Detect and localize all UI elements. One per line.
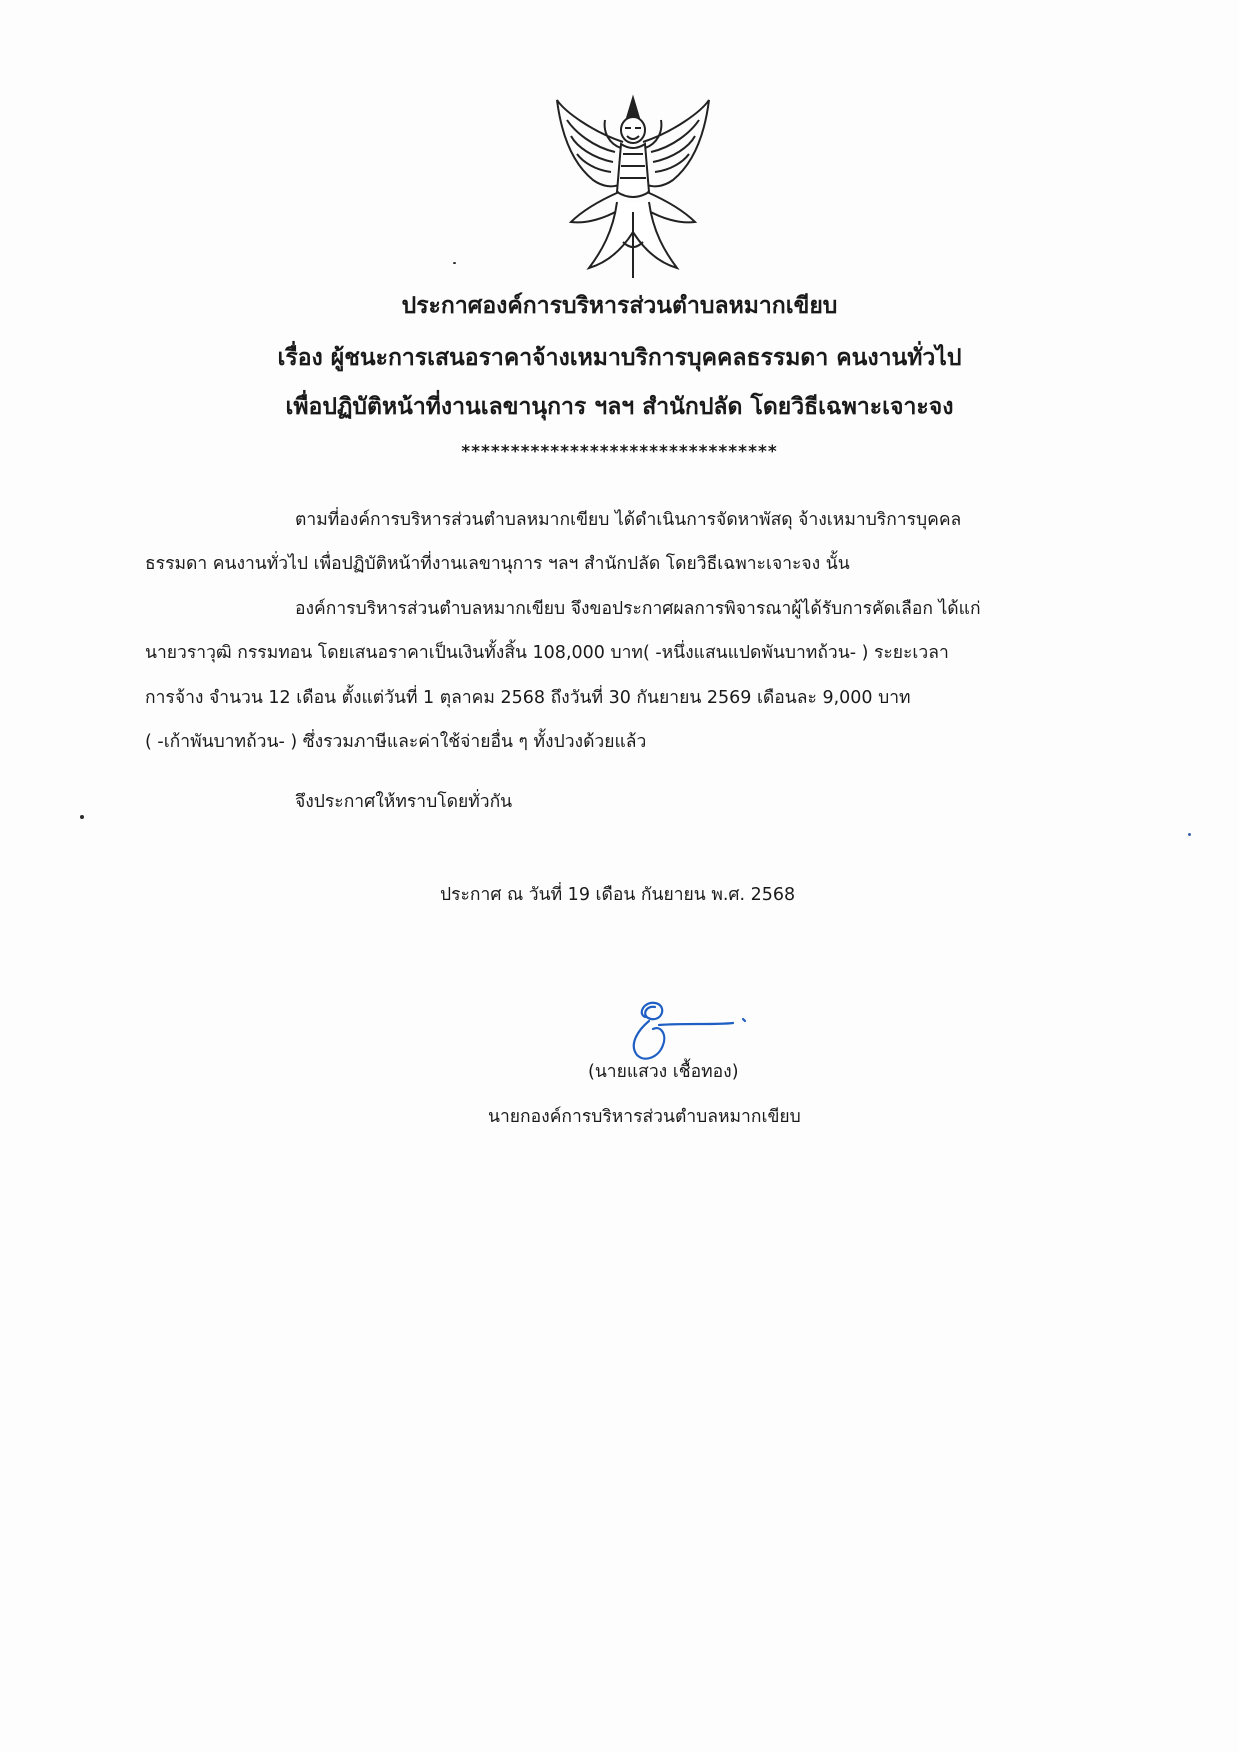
body-line: ( -เก้าพันบาทถ้วน- ) ซึ่งรวมภาษีและค่าใช้จ่ายอื่น ๆ ทั้งปวงด้วยแล้ว	[145, 732, 647, 752]
signer-position: นายกองค์การบริหารส่วนตำบลหมากเขียบ	[488, 1107, 801, 1127]
closing-statement: จึงประกาศให้ทราบโดยทั่วกัน	[295, 792, 513, 812]
announcement-date: ประกาศ ณ วันที่ 19 เดือน กันยายน พ.ศ. 2568	[440, 885, 796, 905]
body-line: การจ้าง จำนวน 12 เดือน ตั้งแต่วันที่ 1 ตุลาคม 2568 ถึงวันที่ 30 กันยายน 2569 เดือนละ 9,000 บาท	[145, 688, 911, 708]
separator-line: ********************************	[461, 442, 778, 462]
announcement-subject: เรื่อง ผู้ชนะการเสนอราคาจ้างเหมาบริการบุคคลธรรมดา คนงานทั่วไป	[277, 345, 962, 371]
body-line: ตามที่องค์การบริหารส่วนตำบลหมากเขียบ ได้ดำเนินการจัดหาพัสดุ จ้างเหมาบริการบุคคล	[295, 510, 962, 530]
signer-name: (นายแสวง เชื้อทอง)	[588, 1062, 739, 1082]
body-line: ธรรมดา คนงานทั่วไป เพื่อปฏิบัติหน้าที่งานเลขานุการ ฯลฯ สำนักปลัด โดยวิธีเฉพาะเจาะจง นั้น	[145, 554, 850, 574]
scan-speck	[80, 815, 84, 819]
scan-speck	[453, 262, 456, 264]
body-line: องค์การบริหารส่วนตำบลหมากเขียบ จึงขอประกาศผลการพิจารณาผู้ได้รับการคัดเลือก ได้แก่	[295, 599, 981, 619]
scan-speck	[1188, 833, 1191, 836]
announcement-title: ประกาศองค์การบริหารส่วนตำบลหมากเขียบ	[401, 293, 838, 319]
body-line: นายวราวุฒิ กรรมทอน โดยเสนอราคาเป็นเงินทั้งสิ้น 108,000 บาท( -หนึ่งแสนแปดพันบาทถ้วน- ) ระยะเวลา	[145, 643, 949, 663]
announcement-subject-continuation: เพื่อปฏิบัติหน้าที่งานเลขานุการ ฯลฯ สำนักปลัด โดยวิธีเฉพาะเจาะจง	[285, 394, 954, 420]
garuda-emblem-icon	[553, 92, 713, 282]
